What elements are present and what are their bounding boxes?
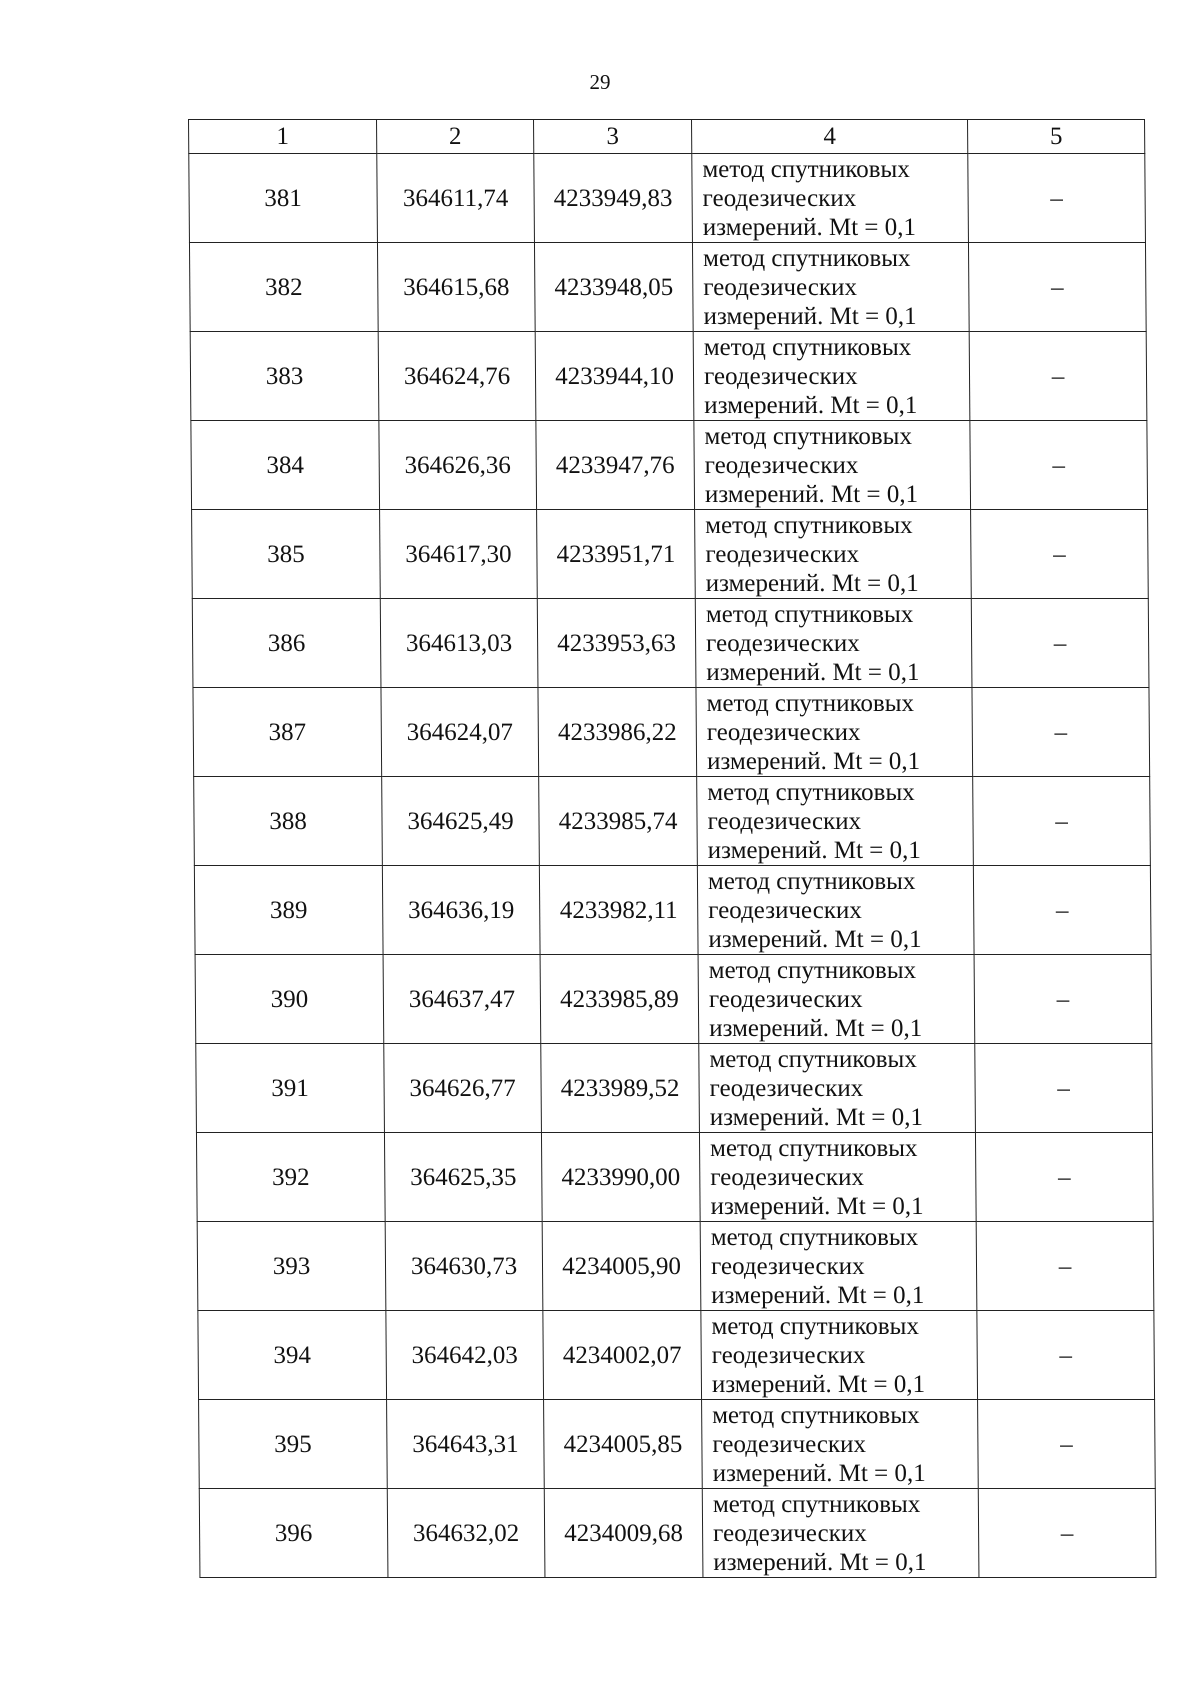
method-cell: метод спутниковых геодезических измерений. Mt = 0,1 [702,1489,979,1578]
note-cell: – [971,510,1149,599]
y-coordinate-cell: 4233989,52 [541,1044,700,1133]
page-number: 29 [589,70,611,94]
note-cell: – [976,1222,1154,1311]
note-cell: – [975,1133,1153,1222]
y-coordinate-cell: 4233948,05 [534,243,693,332]
x-coordinate-cell: 364642,03 [386,1311,544,1400]
table-row [198,1311,1155,1400]
note-cell: – [972,688,1150,777]
y-coordinate-cell: 4233985,89 [540,955,699,1044]
x-coordinate-cell: 364624,76 [378,332,536,421]
point-number-cell: 384 [191,421,380,510]
point-number-cell: 395 [199,1400,388,1489]
x-coordinate-cell: 364643,31 [387,1400,545,1489]
note-cell: – [970,421,1148,510]
table-row [193,688,1150,777]
method-cell: метод спутниковых геодезических измерений. Mt = 0,1 [694,421,971,510]
point-number-cell: 396 [199,1489,388,1578]
point-number-cell: 388 [194,777,383,866]
note-cell: – [968,154,1146,243]
x-coordinate-cell: 364630,73 [385,1222,543,1311]
note-cell: – [971,599,1149,688]
table-row [196,1133,1153,1222]
point-number-cell: 393 [197,1222,386,1311]
table-row [191,421,1148,510]
y-coordinate-cell: 4233944,10 [535,332,694,421]
table-row [199,1489,1156,1578]
table-header-row [189,120,1145,154]
y-coordinate-cell: 4233982,11 [539,866,698,955]
table-row [194,866,1151,955]
coordinates-table [188,119,1156,1578]
x-coordinate-cell: 364626,77 [384,1044,542,1133]
point-number-cell: 387 [193,688,382,777]
y-coordinate-cell: 4234002,07 [543,1311,702,1400]
y-coordinate-cell: 4234005,90 [542,1222,701,1311]
note-cell: – [975,1044,1153,1133]
x-coordinate-cell: 364625,35 [384,1133,542,1222]
x-coordinate-cell: 364617,30 [380,510,538,599]
header-col-1: 1 [189,120,377,154]
method-cell: метод спутниковых геодезических измерений. Mt = 0,1 [697,777,974,866]
y-coordinate-cell: 4233990,00 [541,1133,700,1222]
x-coordinate-cell: 364625,49 [382,777,540,866]
point-number-cell: 391 [196,1044,385,1133]
method-cell: метод спутниковых геодезических измерений. Mt = 0,1 [697,866,974,955]
note-cell: – [973,777,1151,866]
table-row [189,154,1146,243]
table-row [196,1044,1153,1133]
method-cell: метод спутниковых геодезических измерений. Mt = 0,1 [702,1400,979,1489]
method-cell: метод спутниковых геодезических измерений. Mt = 0,1 [693,332,970,421]
point-number-cell: 390 [195,955,384,1044]
header-col-2: 2 [377,120,534,154]
x-coordinate-cell: 364636,19 [382,866,540,955]
y-coordinate-cell: 4233985,74 [539,777,698,866]
y-coordinate-cell: 4233951,71 [537,510,696,599]
x-coordinate-cell: 364626,36 [379,421,537,510]
table-row [189,243,1146,332]
x-coordinate-cell: 364615,68 [377,243,535,332]
table-row [194,777,1151,866]
point-number-cell: 389 [194,866,383,955]
point-number-cell: 394 [198,1311,387,1400]
x-coordinate-cell: 364624,07 [381,688,539,777]
x-coordinate-cell: 364611,74 [377,154,535,243]
point-number-cell: 383 [190,332,379,421]
point-number-cell: 386 [192,599,381,688]
note-cell: – [978,1489,1156,1578]
x-coordinate-cell: 364632,02 [387,1489,545,1578]
x-coordinate-cell: 364613,03 [380,599,538,688]
table-row [197,1222,1154,1311]
method-cell: метод спутниковых геодезических измерений. Mt = 0,1 [698,955,975,1044]
method-cell: метод спутниковых геодезических измерений. Mt = 0,1 [696,688,973,777]
method-cell: метод спутниковых геодезических измерений. Mt = 0,1 [695,599,972,688]
header-col-4: 4 [692,120,968,154]
method-cell: метод спутниковых геодезических измерений. Mt = 0,1 [692,154,969,243]
method-cell: метод спутниковых геодезических измерений. Mt = 0,1 [701,1311,978,1400]
point-number-cell: 381 [189,154,378,243]
note-cell: – [974,955,1152,1044]
point-number-cell: 392 [196,1133,385,1222]
header-col-3: 3 [534,120,692,154]
note-cell: – [969,332,1147,421]
table-row [199,1400,1156,1489]
note-cell: – [978,1400,1156,1489]
table-row [192,599,1149,688]
method-cell: метод спутниковых геодезических измерений. Mt = 0,1 [700,1222,977,1311]
note-cell: – [977,1311,1155,1400]
point-number-cell: 385 [192,510,381,599]
method-cell: метод спутниковых геодезических измерений. Mt = 0,1 [699,1044,976,1133]
y-coordinate-cell: 4233986,22 [538,688,697,777]
y-coordinate-cell: 4234005,85 [544,1400,703,1489]
table-row [190,332,1147,421]
method-cell: метод спутниковых геодезических измерений. Mt = 0,1 [699,1133,976,1222]
header-col-5: 5 [968,120,1145,154]
table-row [195,955,1152,1044]
y-coordinate-cell: 4233949,83 [534,154,693,243]
method-cell: метод спутниковых геодезических измерений. Mt = 0,1 [695,510,972,599]
point-number-cell: 382 [189,243,378,332]
y-coordinate-cell: 4234009,68 [544,1489,703,1578]
y-coordinate-cell: 4233953,63 [537,599,696,688]
y-coordinate-cell: 4233947,76 [536,421,695,510]
note-cell: – [968,243,1146,332]
x-coordinate-cell: 364637,47 [383,955,541,1044]
method-cell: метод спутниковых геодезических измерений. Mt = 0,1 [692,243,969,332]
table-row [192,510,1149,599]
note-cell: – [973,866,1151,955]
